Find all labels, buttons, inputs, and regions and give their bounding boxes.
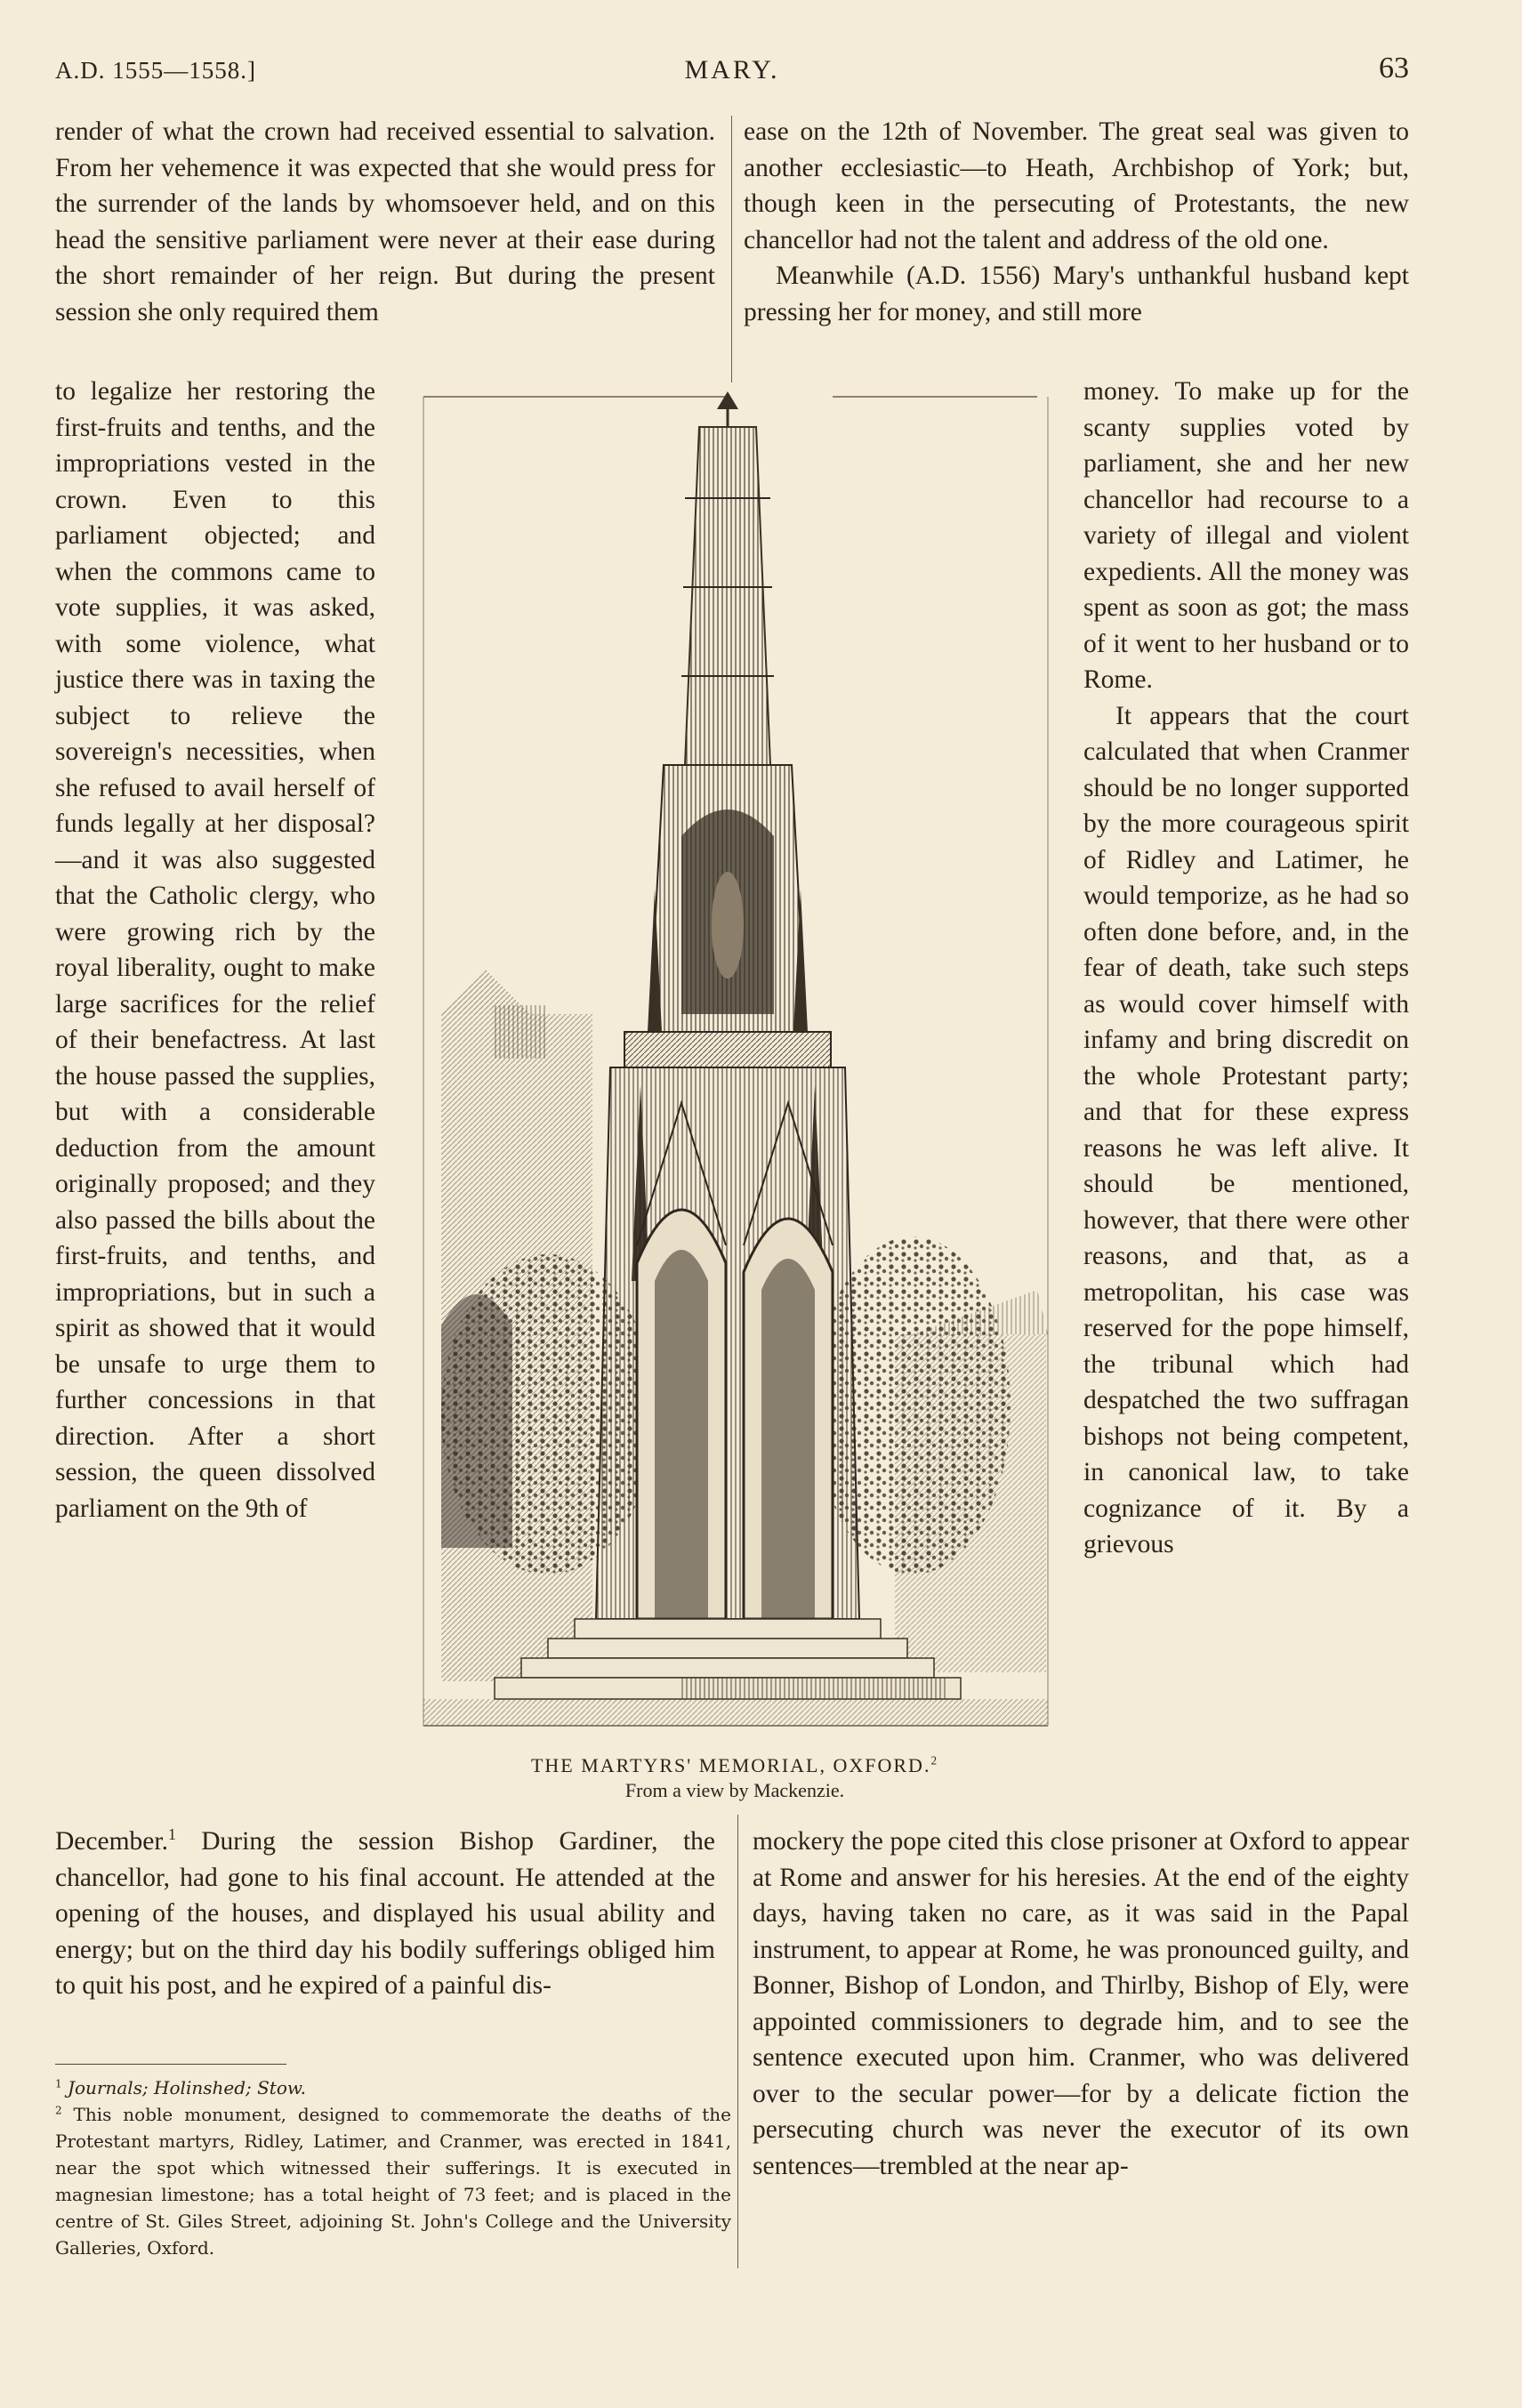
footnote-rule	[55, 2064, 286, 2065]
footnotes	[55, 2074, 731, 2261]
right-column-top-text	[744, 114, 1409, 330]
right-column-bottom-text	[753, 1824, 1409, 2184]
paragraph	[55, 1824, 715, 2004]
paragraph: to legalize her restoring the first-fruits and tenths, and the impropriations vested in the crown. Even to this parliament objected; and when the commons came to vote supplies, it was asked, with some violence, what justice there was in taxing the subject to relieve the sovereign's necessities, when she refused to avail herself of funds legally at her disposal? —and it was also suggested that the Catholic clergy, who were growing rich by the royal liberality, ought to make large sacrifices for the relief of their benefactress. At last the house passed the supplies, but with a considerable deduction from the amount originally proposed; and they also passed the bills about the first-fruits, and tenths, and impropriations, but in such a spirit as showed that it would be unsafe to urge them to further concessions in that direction. After a short session, the queen dissolved parliament on the 9th of	[55, 377, 375, 1523]
column-divider-top	[731, 116, 732, 383]
martyrs-memorial-engraving	[415, 391, 1055, 1744]
caption-title	[415, 1754, 1055, 1777]
left-column-bottom-text	[55, 1824, 715, 2004]
footnote-mark: 2	[55, 2104, 62, 2117]
column-divider-bottom	[737, 1815, 738, 2268]
paragraph: money. To make up for the scanty supplies voted by parliament, she and her new chancellor had recourse to a variety of illegal and violent expedients. All the money was spent as soon as got; the mass of it went to her husband or to Rome.	[1083, 377, 1409, 694]
left-column-top-text	[55, 114, 715, 330]
running-head-date-range: A.D. 1555—1558.]	[55, 57, 256, 84]
paragraph: ease on the 12th of November. The great seal was given to another ecclesiastic—to Heath, Archbishop of York; but, though keen in the persecuting of Protestants, the new chancellor had not the talent and address of the old one.	[744, 117, 1409, 254]
caption-credit: From a view by Mackenzie.	[624, 1779, 845, 1801]
footnote-mark: 1	[55, 2077, 62, 2090]
footnote-ref-1[interactable]: 1	[167, 1825, 176, 1844]
running-head-title: MARY.	[684, 55, 780, 85]
paragraph-rest: During the session Bishop Gardiner, the chancellor, had gone to his final account. He attended at the opening of the houses, and displayed his usual ability and energy; but on the third day his bodily sufferings obliged him to quit his post, and he expired of a painful dis-	[55, 1827, 715, 2000]
footnote-text: Journals; Holinshed; Stow.	[68, 2077, 306, 2098]
figure-caption	[415, 1754, 1055, 1802]
monument-illustration	[415, 391, 1055, 1744]
footnote-anchor-text	[55, 1827, 715, 2000]
paragraph-start: December.	[55, 1827, 168, 1856]
running-head	[55, 52, 1409, 87]
paragraph: render of what the crown had received essential to salvation. From her vehemence it was expected that she would press for the surrender of the lands by whomsoever held, and on this head the sensitive parliament were never at their ease during the short remainder of her reign. But during the present session she only required them	[55, 117, 715, 326]
paragraph: mockery the pope cited this close prisoner at Oxford to appear at Rome and answer for his heresies. At the end of the eighty days, having taken no care, as it was said in the Papal instrument, to appear at Rome, he was pronounced guilty, and Bonner, Bishop of London, and Thirlby, Bishop of Ely, were appointed commissioners to degrade him, and to see the sentence executed upon him. Cranmer, who was delivered over to the secular power—for by a delicate fiction the persecuting church was never the executor of its own sentences—trembled at the near ap-	[753, 1827, 1409, 2180]
footnote-2	[55, 2101, 731, 2261]
right-column-wrapped-text	[1083, 374, 1409, 1563]
footnote-1	[55, 2074, 731, 2101]
paragraph: Meanwhile (A.D. 1556) Mary's unthankful husband kept pressing her for money, and still more	[744, 262, 1409, 326]
caption-title-text: THE MARTYRS' MEMORIAL, OXFORD.	[530, 1754, 931, 1776]
caption-footnote-ref[interactable]: 2	[930, 1753, 939, 1768]
footnote-text: This noble monument, designed to commemorate the deaths of the Protestant martyrs, Ridley, Latimer, and Cranmer, was erected in 1841, near the spot which witnessed their sufferings. It is executed in magnesian limestone; has a total height of 73 feet; and is placed in the centre of St. Giles Street, adjoining St. John's College and the University Galleries, Oxford.	[55, 2104, 731, 2259]
paragraph: It appears that the court calculated that when Cranmer should be no longer supported by the more courageous spirit of Ridley and Latimer, he would temporize, as he had so often done before, and, in the fear of death, take such steps as would cover himself with infamy and bring discredit on the whole Protestant party; and that for these express reasons he was left alive. It should be mentioned, however, that there were other reasons, and that, as a metropolitan, his case was reserved for the pope himself, the tribunal which had despatched the two suffragan bishops not being competent, in canonical law, to take cognizance of it. By a grievous	[1083, 701, 1409, 1558]
page-number: 63	[1379, 52, 1409, 85]
left-column-wrapped-text	[55, 374, 375, 1526]
